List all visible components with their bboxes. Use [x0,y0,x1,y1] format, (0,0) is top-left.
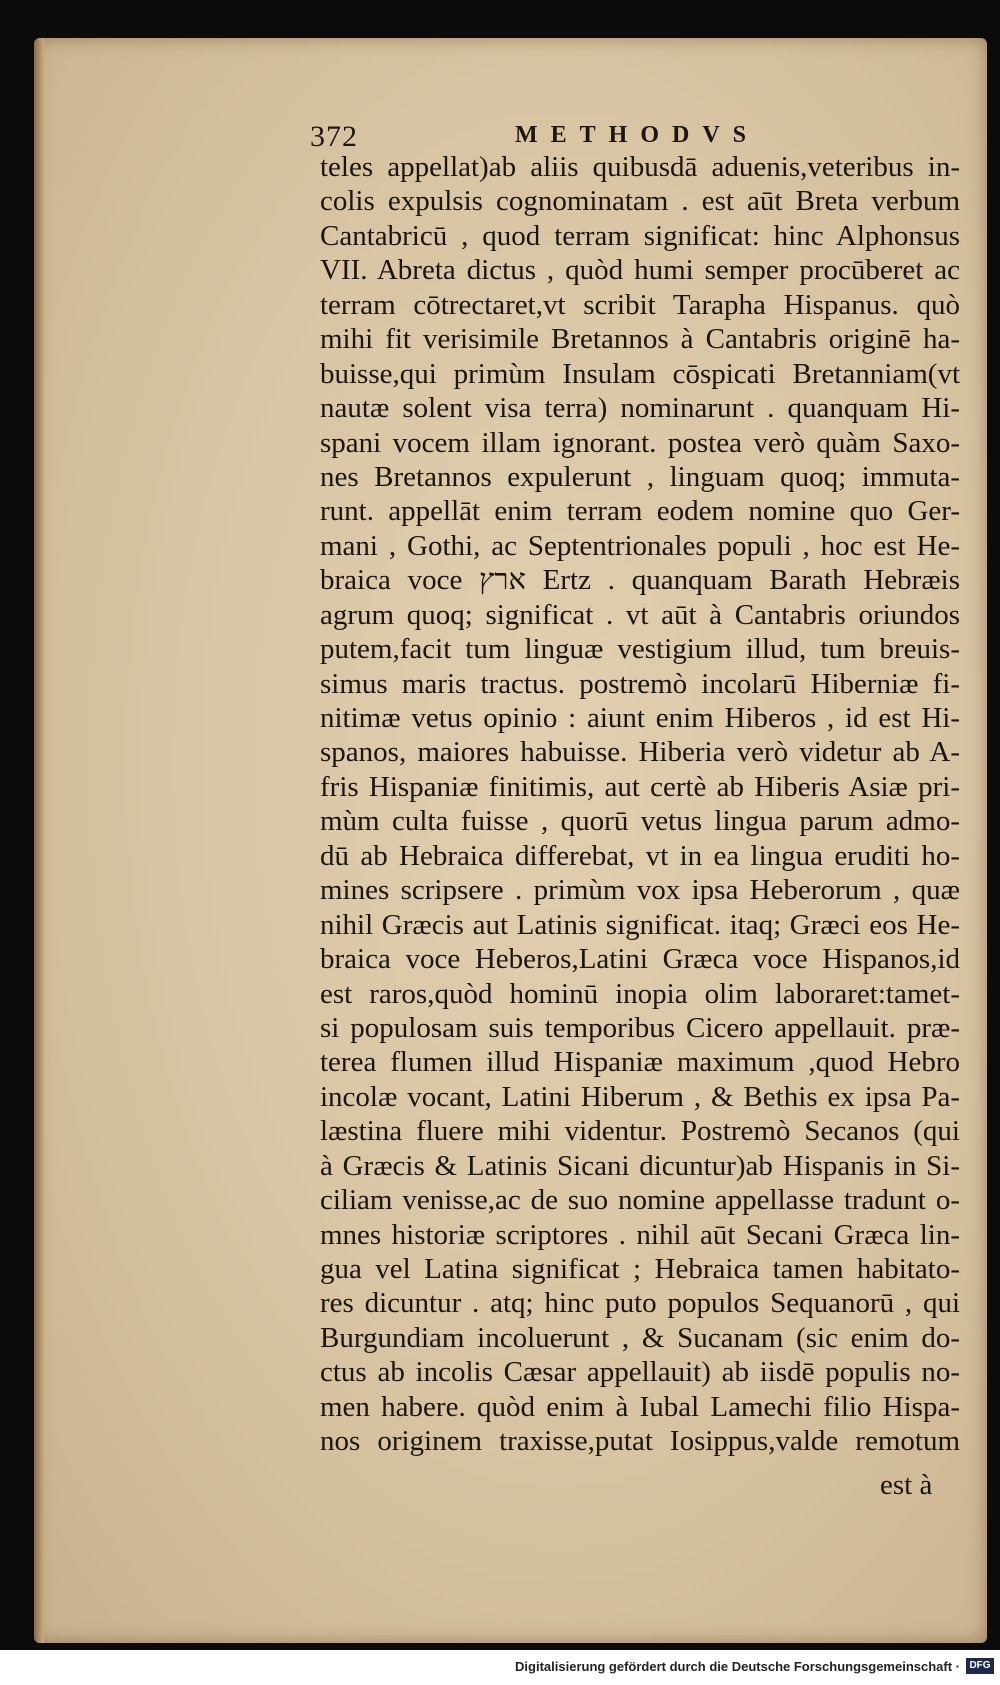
text-line: nitimæ vetus opinio : aiunt enim Hiberos , id est Hi- [320,702,960,734]
text-line: mnes historiæ scriptores . nihil aūt Secani Græca lin- [320,1218,960,1251]
text-line: res dicuntur . atq; hinc puto populos Sequanorū , qui [320,1287,960,1320]
page-edge [34,38,44,1643]
text-line: mihi fit verisimile Bretannos à Cantabris originē ha- [320,323,960,356]
text-line: simus maris tractus. postremò incolarū Hiberniæ fi- [320,667,960,700]
text-line: putem,facit tum linguæ vestigium illud, tum breuis- [320,633,960,666]
text-line: terea flumen illud Hispaniæ maximum ,quod Hebro [320,1046,960,1079]
text-line: men habere. quòd enim à Iubal Lamechi filio Hispa- [320,1390,960,1423]
body-text [320,150,960,1459]
text-line: læstina fluere mihi videntur. Postremò Secanos (qui [320,1115,960,1148]
text-line: spani vocem illam ignorant. postea verò quàm Saxo- [320,426,960,459]
footer-bar [0,1650,1000,1685]
text-line: agrum quoq; significat . vt aūt à Cantabris oriundos [320,598,960,631]
text-line: nihil Græcis aut Latinis significat. itaq; Græci eos He- [320,908,960,941]
text-line: incolæ vocant, Latini Hiberum , & Bethis ex ipsa Pa- [320,1080,960,1113]
text-line: braica voce ארץ Ertz . quanquam Barath Hebræis [320,564,960,597]
text-line: spanos, maiores habuisse. Hiberia verò videtur ab A- [320,736,960,769]
text-line: VII. Abreta dictus , quòd humi semper procūberet ac [320,254,960,287]
text-line: nautæ solent visa terra) nominarunt . quanquam Hi- [320,392,960,425]
text-line: ctus ab incolis Cæsar appellauit) ab iisdē populis no- [320,1356,960,1389]
text-line: ciliam venisse,ac de suo nomine appellasse tradunt o- [320,1184,960,1217]
text-line: fris Hispaniæ finitimis, aut certè ab Hiberis Asiæ pri- [320,770,960,803]
text-line: runt. appellāt enim terram eodem nomine quo Ger- [320,495,960,528]
text-line: mani , Gothi, ac Septentrionales populi , hoc est He- [320,529,960,562]
text-line: teles appellat)ab aliis quibusdā aduenis,veteribus in- [320,151,960,183]
text-line: colis expulsis cognominatam . est aūt Breta verbum [320,185,960,218]
text-line: terram cōtrectaret,vt scribit Tarapha Hispanus. quò [320,288,960,321]
text-line: si populosam suis temporibus Cicero appellauit. præ- [320,1011,960,1044]
text-line: Cantabricū , quod terram significat: hinc Alphonsus [320,219,960,252]
text-line: gua vel Latina significat ; Hebraica tamen habitato- [320,1253,960,1285]
text-line: dū ab Hebraica differebat, vt in ea lingua eruditi ho- [320,839,960,872]
text-line: braica voce Heberos,Latini Græca voce Hispanos,id [320,943,960,976]
catchword: est à [880,1469,933,1501]
text-line: mines scripsere . primùm vox ipsa Heberorum , quæ [320,874,960,907]
text-line: buisse,qui primùm Insulam cōspicati Bretanniam(vt [320,357,960,390]
text-line: à Græcis & Latinis Sicani dicuntur)ab Hispanis in Si- [320,1149,960,1182]
text-line: Burgundiam incoluerunt , & Sucanam (sic enim do- [320,1321,960,1354]
running-title: METHODVS [515,122,760,148]
text-line: est raros,quòd hominū inopia olim laboraret:tamet- [320,977,960,1010]
text-line: nes Bretannos expulerunt , linguam quoq; immuta- [320,460,960,493]
text-line: nos originem traxisse,putat Iosippus,valde remotum [320,1425,960,1458]
text-line: mùm culta fuisse , quorū vetus lingua parum admo- [320,805,960,838]
digitization-credit: Digitalisierung gefördert durch die Deutsche Forschungsgemeinschaft · [515,1659,960,1674]
dfg-logo: DFG [966,1658,994,1674]
page-number: 372 [310,120,358,153]
